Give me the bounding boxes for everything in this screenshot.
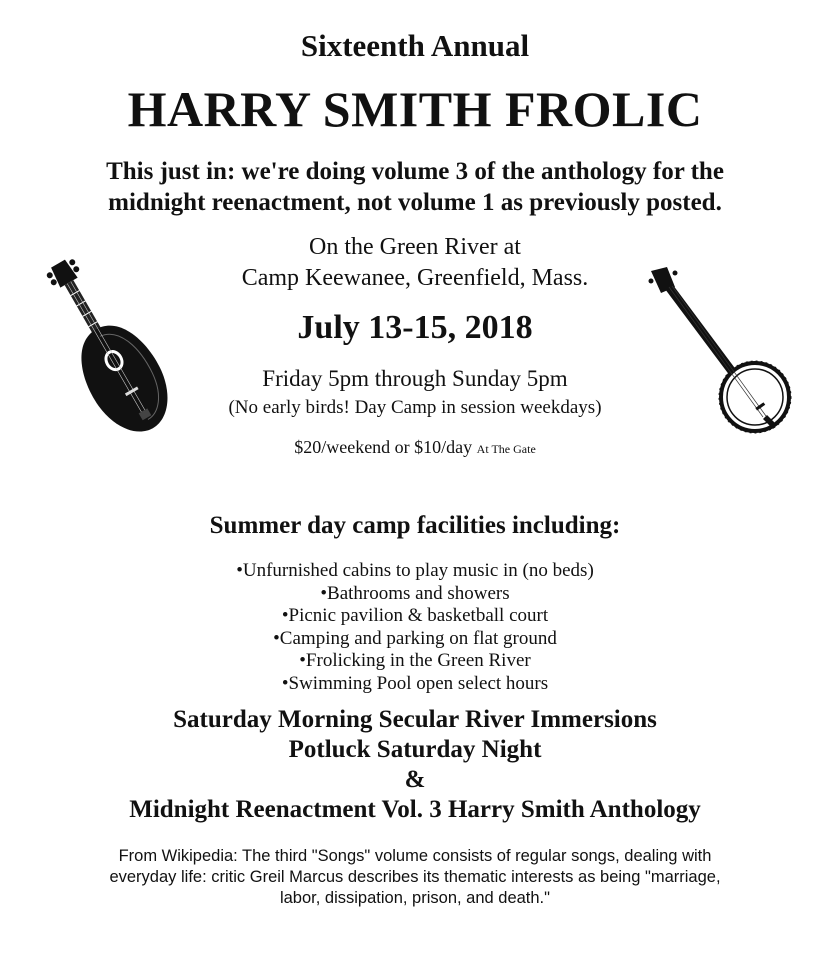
wiki-line-1: From Wikipedia: The third "Songs" volume consists of regular songs, dealing with (118, 847, 712, 865)
wiki-line-3: labor, dissipation, prison, and death." (279, 889, 551, 907)
list-item: •Unfurnished cabins to play music in (no beds) (236, 560, 594, 581)
facilities-list (0, 560, 830, 695)
mandolin-icon (40, 245, 170, 445)
list-item: •Camping and parking on flat ground (273, 627, 557, 649)
event-line-potluck: Potluck Saturday Night (288, 736, 542, 763)
notice-line-2: midnight reenactment, not volume 1 as previously posted. (108, 189, 722, 216)
venue-line-1: On the Green River at (309, 234, 521, 260)
price-text: $20/weekend or $10/day (294, 437, 473, 457)
list-item: •Swimming Pool open select hours (281, 672, 549, 694)
wikipedia-quote (0, 846, 830, 909)
notice-line-1: This just in: we're doing volume 3 of the anthology for the (106, 158, 724, 185)
event-subtitle: Sixteenth Annual (300, 28, 530, 63)
event-line-reenactment: Midnight Reenactment Vol. 3 Harry Smith Anthology (129, 796, 701, 823)
update-notice (0, 156, 830, 218)
event-hours: Friday 5pm through Sunday 5pm (262, 366, 568, 391)
list-item: •Bathrooms and showers (320, 582, 510, 604)
price-gate-note: At The Gate (476, 442, 536, 456)
wiki-line-2: everyday life: critic Greil Marcus describes its thematic interests as being "marriage, (109, 868, 721, 886)
venue-line-2: Camp Keewanee, Greenfield, Mass. (241, 265, 589, 291)
event-line-immersions: Saturday Morning Secular River Immersions (173, 706, 657, 733)
hours-note: (No early birds! Day Camp in session weekdays) (228, 397, 602, 418)
facilities-heading: Summer day camp facilities including: (209, 512, 621, 539)
banjo-icon (645, 265, 795, 445)
list-item: •Picnic pavilion & basketball court (281, 605, 549, 626)
event-dates: July 13-15, 2018 (297, 309, 533, 346)
event-line-ampersand: & (404, 766, 426, 793)
events-block (0, 705, 830, 825)
event-title: HARRY SMITH FROLIC (127, 81, 703, 137)
list-item: •Frolicking in the Green River (299, 650, 531, 671)
